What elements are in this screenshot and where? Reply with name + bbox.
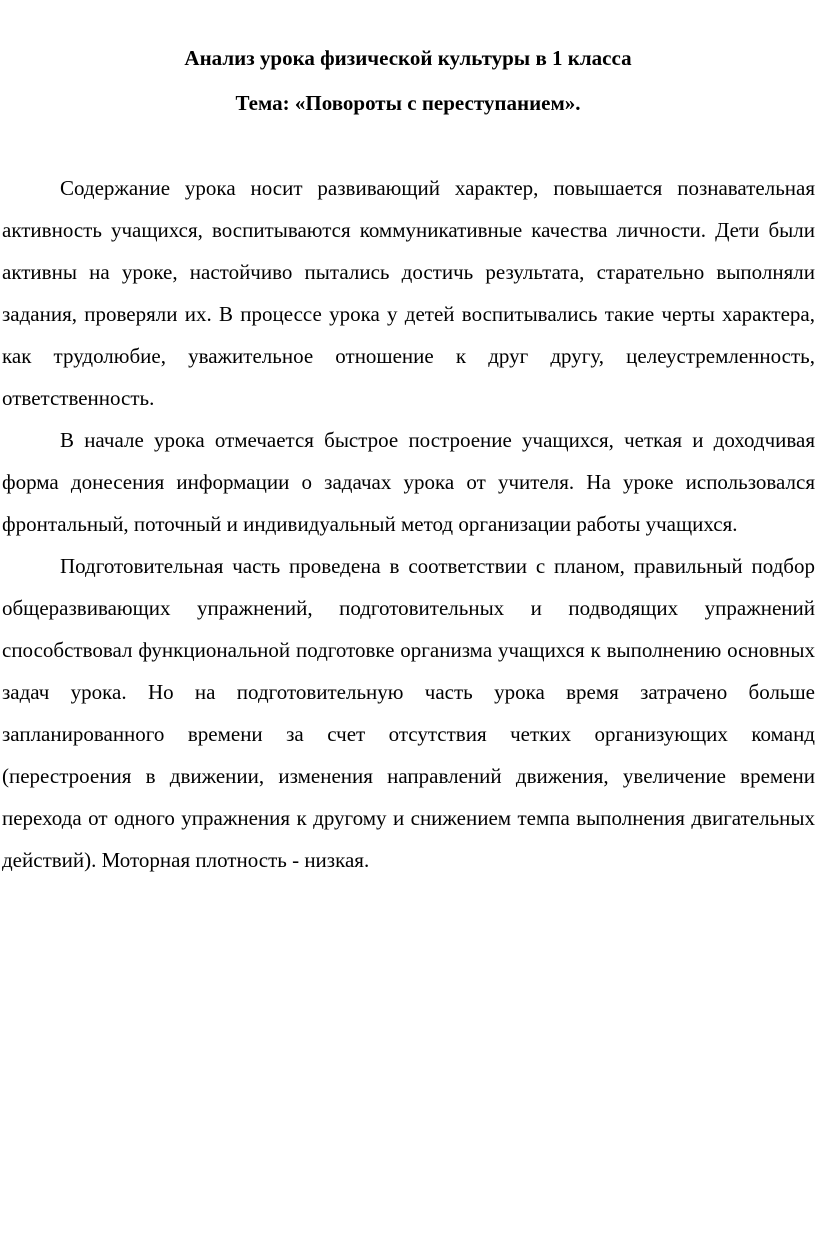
- document-body: [2, 167, 815, 881]
- paragraph-lesson-start: В начале урока отмечается быстрое построение учащихся, четкая и доходчивая форма донесения информации о задачах урока от учителя. На уроке использовался фронтальный, поточный и индивидуальный метод организации работы учащихся.: [2, 428, 815, 536]
- document-subtitle: Тема: «Повороты с переступанием».: [235, 91, 581, 115]
- document-title: Анализ урока физической культуры в 1 класса: [184, 46, 632, 70]
- paragraph-preparatory-part: Подготовительная часть проведена в соответствии с планом, правильный подбор общеразвивающих упражнений, подготовительных и подводящих упражнений способствовал функциональной подготовке организма учащихся к выполнению основных задач урока. Но на подготовительную часть урока время затрачено больше запланированного времени за счет отсутствия четких организующих команд (перестроения в движении, изменения направлений движения, увеличение времени перехода от одного упражнения к другому и снижением темпа выполнения двигательных действий). Моторная плотность - низкая.: [2, 554, 815, 872]
- paragraph-content: Содержание урока носит развивающий характер, повышается познавательная активность учащихся, воспитываются коммуникативные качества личности. Дети были активны на уроке, настойчиво пытались достичь результата, старательно выполняли задания, проверяли их. В процессе урока у детей воспитывались такие черты характера, как трудолюбие, уважительное отношение к друг другу, целеустремленность, ответственность.: [2, 176, 815, 410]
